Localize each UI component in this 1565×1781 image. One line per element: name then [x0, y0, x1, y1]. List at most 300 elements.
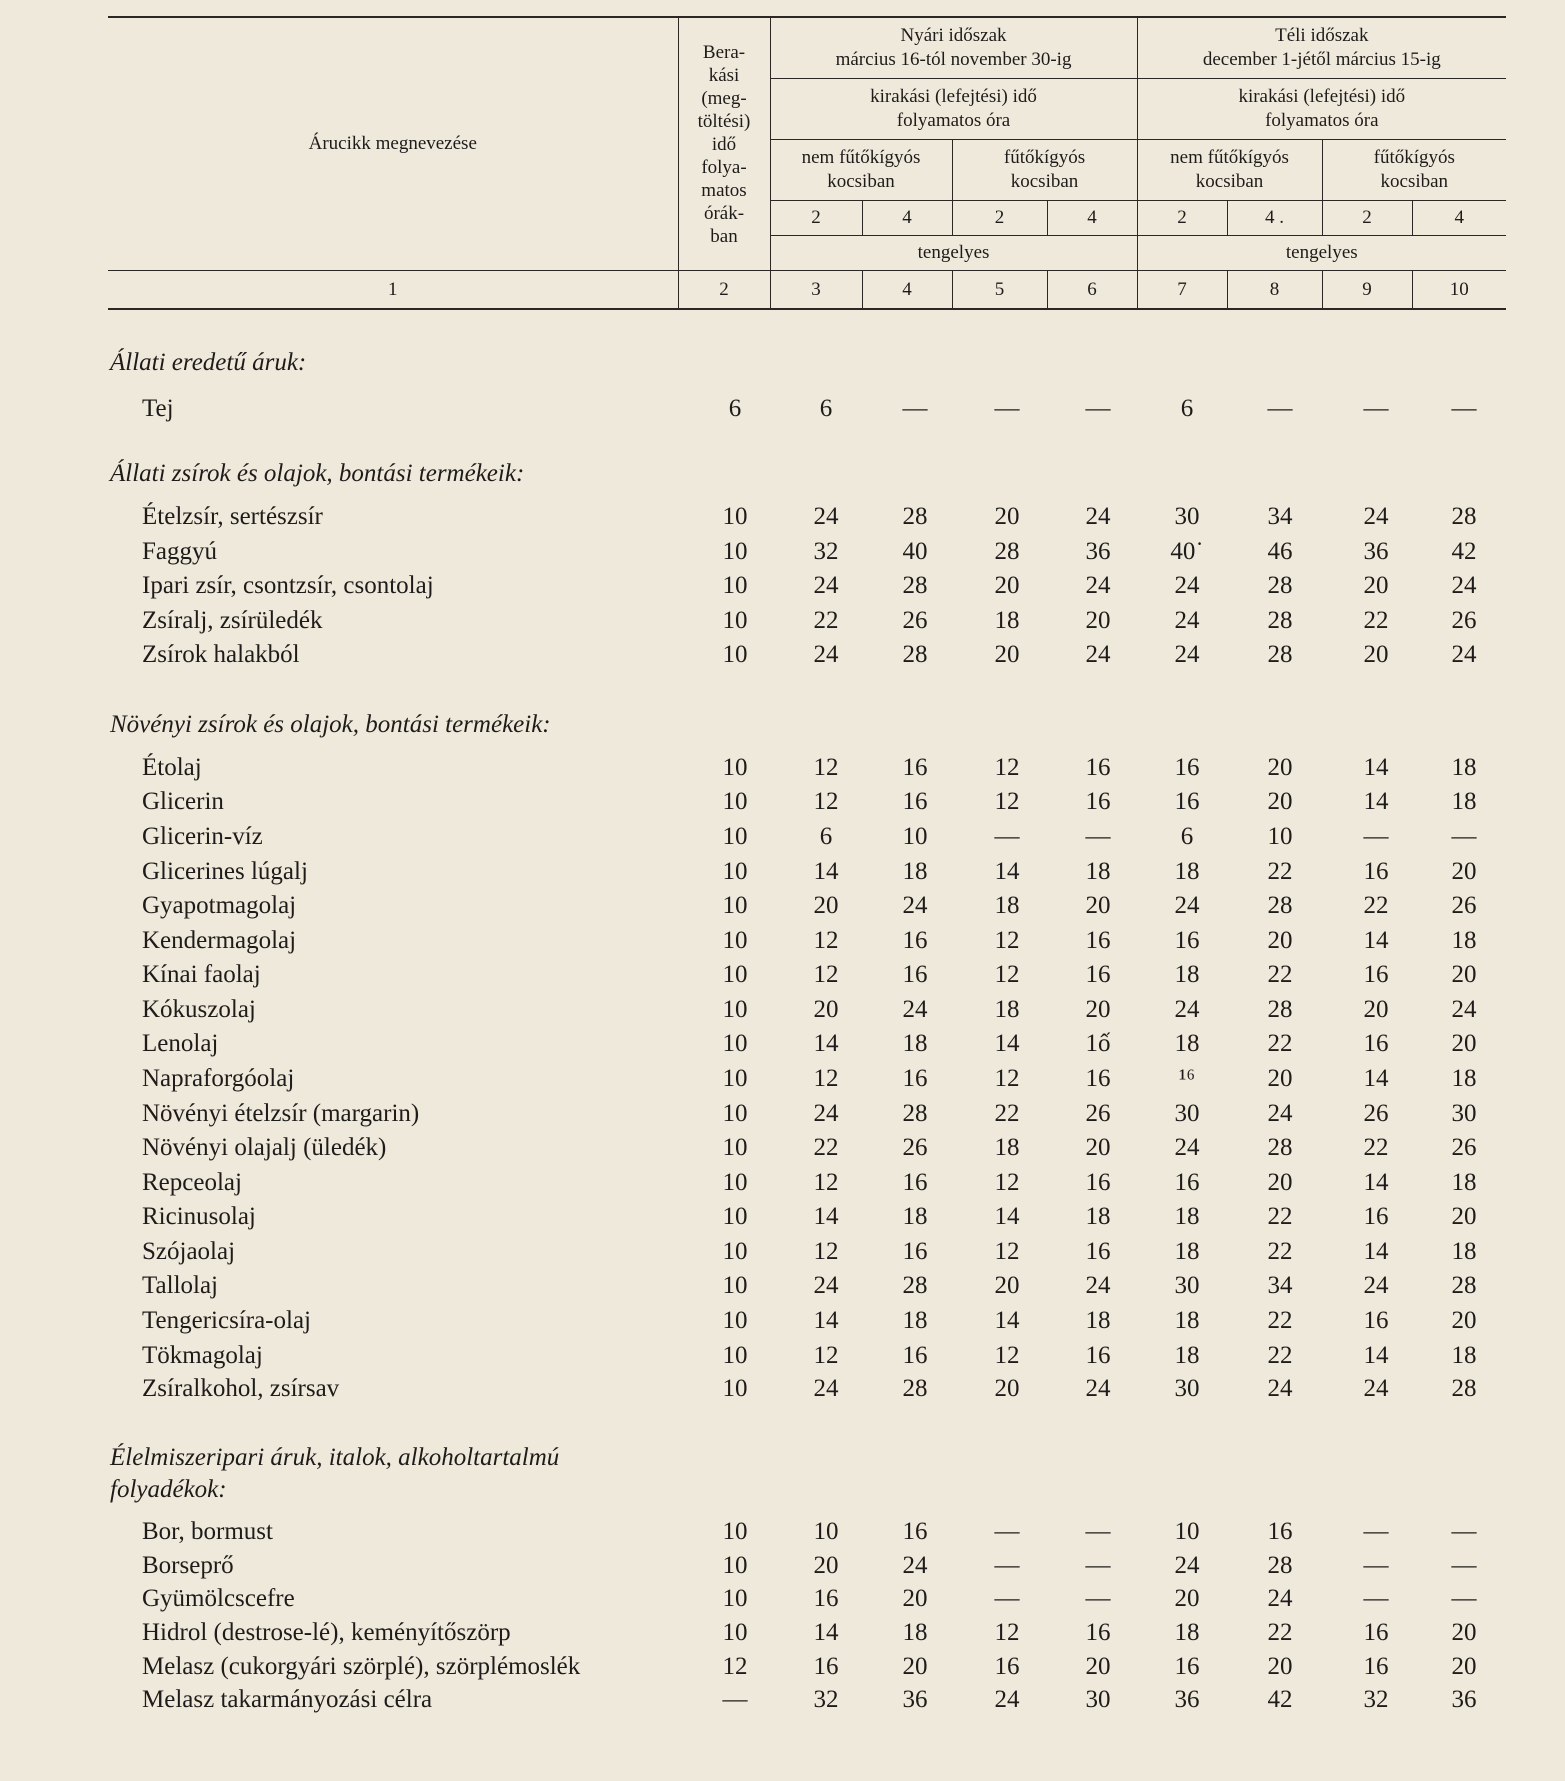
cell-value: 14	[1363, 1342, 1389, 1369]
cell-value: 16	[902, 1342, 928, 1369]
cell-value: 14	[813, 1619, 839, 1646]
cell-value: —	[1451, 1585, 1477, 1612]
table-row	[0, 993, 1565, 1027]
cell-value: 24	[813, 1100, 839, 1127]
cell-value: 26	[1451, 607, 1477, 634]
cell-value: 10	[722, 1238, 748, 1265]
cell-value: 12	[813, 1238, 839, 1265]
item-name: Szójaolaj	[142, 1238, 236, 1265]
cell-value: 6	[1180, 823, 1194, 850]
cell-value: 20	[994, 1272, 1020, 1299]
cell-value: 16	[1085, 1619, 1111, 1646]
cell-value: 20	[1267, 754, 1293, 781]
cell-value: 18	[1174, 1619, 1200, 1646]
table-row	[0, 1131, 1565, 1165]
header-axle-count: 4	[1412, 201, 1506, 236]
cell-value: 10	[722, 892, 748, 919]
header-axle-count: 4	[1047, 201, 1137, 236]
header-axle-count: 2	[1322, 201, 1412, 236]
cell-value: 1ố	[1085, 1030, 1111, 1057]
item-name: Gyapotmagolaj	[142, 892, 297, 919]
cell-value: 28	[902, 1100, 928, 1127]
cell-value: 24	[1085, 1375, 1111, 1402]
cell-value: 10	[722, 1518, 748, 1545]
cell-value: 10	[722, 1169, 748, 1196]
cell-value: 22	[1267, 1030, 1293, 1057]
cell-value: 26	[1451, 1134, 1477, 1161]
cell-value: 20	[1085, 892, 1111, 919]
cell-value: 18	[1451, 927, 1477, 954]
cell-value: 16	[902, 1065, 928, 1092]
item-name: Gyümölcscefre	[142, 1585, 295, 1612]
cell-value: 10	[722, 858, 748, 885]
cell-value: 22	[1363, 892, 1389, 919]
section-title: Élelmiszeripari áruk, italok, alkoholtartalmú folyadékok:	[110, 1444, 560, 1503]
cell-value: 18	[902, 1619, 928, 1646]
cell-value: 16	[1085, 1342, 1111, 1369]
cell-value: 22	[1267, 961, 1293, 988]
cell-value: 10	[722, 961, 748, 988]
table-row	[0, 1515, 1565, 1549]
cell-value: 42	[1267, 1686, 1293, 1713]
cell-value: 14	[994, 1307, 1020, 1334]
item-name: Tengericsíra-olaj	[142, 1307, 311, 1334]
item-name: Tej	[142, 395, 174, 422]
cell-value: 12	[813, 788, 839, 815]
cell-value: 14	[813, 1203, 839, 1230]
cell-value: 28	[994, 538, 1020, 565]
cell-value: 12	[994, 1238, 1020, 1265]
cell-value: 42	[1451, 538, 1477, 565]
header-winter-heating: fűtőkígyós kocsiban	[1322, 140, 1506, 201]
cell-value: 12	[813, 961, 839, 988]
cell-value: 24	[1451, 572, 1477, 599]
cell-value: 28	[1267, 641, 1293, 668]
cell-value: 10	[722, 503, 748, 530]
item-name: Napraforgóolaj	[142, 1065, 295, 1092]
cell-value: —	[994, 1518, 1020, 1545]
cell-value: 10	[722, 1342, 748, 1369]
cell-value: 16	[994, 1653, 1020, 1680]
cell-value: 20	[813, 1552, 839, 1579]
cell-value: 20	[1451, 1619, 1477, 1646]
cell-value: 18	[994, 1134, 1020, 1161]
cell-value: —	[1451, 823, 1477, 850]
cell-value: 24	[1085, 503, 1111, 530]
cell-value: 20	[1451, 1307, 1477, 1334]
cell-value: 18	[902, 858, 928, 885]
cell-value: 24	[994, 1686, 1020, 1713]
cell-value: 18	[1085, 1307, 1111, 1334]
cell-value: 30	[1085, 1686, 1111, 1713]
header-axle-label-winter: tengelyes	[1137, 236, 1506, 271]
cell-value: 30	[1174, 1375, 1200, 1402]
cell-value: 10	[722, 927, 748, 954]
cell-value: 18	[902, 1307, 928, 1334]
table-row	[0, 889, 1565, 923]
header-item-name: Árucikk megnevezése	[108, 17, 678, 271]
cell-value: 20	[1085, 1134, 1111, 1161]
cell-value: 6	[1180, 395, 1194, 422]
cell-value: 16	[902, 927, 928, 954]
cell-value: 24	[902, 996, 928, 1023]
cell-value: 18	[1451, 788, 1477, 815]
item-name: Glicerin-víz	[142, 823, 263, 850]
cell-value: 22	[1267, 1238, 1293, 1265]
item-name: Étolaj	[142, 754, 202, 781]
item-name: Ricinusolaj	[142, 1203, 256, 1230]
cell-value: 24	[1451, 996, 1477, 1023]
header-axle-label-summer: tengelyes	[770, 236, 1137, 271]
table-row	[0, 500, 1565, 534]
cell-value: 24	[1174, 572, 1200, 599]
cell-value: 20	[1451, 1203, 1477, 1230]
cell-value: 24	[902, 1552, 928, 1579]
cell-value: 24	[1363, 1272, 1389, 1299]
cell-value: —	[1267, 395, 1293, 422]
cell-value: 24	[1174, 892, 1200, 919]
cell-value: 10	[722, 996, 748, 1023]
cell-value: —	[1085, 1552, 1111, 1579]
cell-value: 18	[1174, 858, 1200, 885]
cell-value: 10	[722, 572, 748, 599]
table-row	[0, 1304, 1565, 1338]
cell-value: 16	[1363, 1203, 1389, 1230]
cell-value: 10	[722, 1307, 748, 1334]
cell-value: 10	[722, 1585, 748, 1612]
cell-value: 36	[1363, 538, 1389, 565]
cell-value: 16	[1174, 1653, 1200, 1680]
cell-value: 36	[1085, 538, 1111, 565]
cell-value: 14	[813, 1307, 839, 1334]
cell-value: 18	[1174, 1203, 1200, 1230]
cell-value: 16	[1085, 961, 1111, 988]
cell-value: 16	[902, 961, 928, 988]
cell-value: 18	[1451, 1238, 1477, 1265]
cell-value: 22	[1363, 607, 1389, 634]
cell-value: 24	[1085, 641, 1111, 668]
cell-value: 14	[1363, 927, 1389, 954]
cell-value: 20	[1085, 607, 1111, 634]
cell-value: 34	[1267, 1272, 1293, 1299]
cell-value: 16	[1363, 1030, 1389, 1057]
cell-value: 10	[722, 1203, 748, 1230]
cell-value: 10	[722, 1375, 748, 1402]
cell-value: 30	[1174, 1100, 1200, 1127]
cell-value: 20	[813, 892, 839, 919]
cell-value: 36	[1451, 1686, 1477, 1713]
cell-value: 16	[902, 1169, 928, 1196]
cell-value: —	[994, 823, 1020, 850]
table-row	[0, 1582, 1565, 1616]
table-row	[0, 1200, 1565, 1234]
item-name: Lenolaj	[142, 1030, 219, 1057]
cell-value: 24	[813, 641, 839, 668]
cell-value: 10	[722, 1272, 748, 1299]
cell-value: —	[1451, 1552, 1477, 1579]
cell-value: 24	[1085, 1272, 1111, 1299]
cell-value: 20	[1085, 1653, 1111, 1680]
cell-value: 10	[1267, 823, 1293, 850]
cell-value: 6	[728, 395, 742, 422]
table-row	[0, 1097, 1565, 1131]
cell-value: 16	[1085, 754, 1111, 781]
cell-value: 12	[722, 1653, 748, 1680]
cell-value: 40˙	[1170, 538, 1204, 565]
cell-value: 12	[813, 1169, 839, 1196]
cell-value: 30	[1174, 1272, 1200, 1299]
cell-value: 14	[994, 858, 1020, 885]
cell-value: 24	[1267, 1375, 1293, 1402]
cell-value: 18	[994, 892, 1020, 919]
item-name: Kendermagolaj	[142, 927, 297, 954]
cell-value: 24	[1267, 1100, 1293, 1127]
header-column-number: 1	[108, 271, 678, 310]
cell-value: 6	[819, 823, 833, 850]
table-row	[0, 638, 1565, 672]
cell-value: 16	[1363, 1307, 1389, 1334]
cell-value: 20	[902, 1653, 928, 1680]
cell-value: 28	[1267, 996, 1293, 1023]
cell-value: 22	[1267, 1203, 1293, 1230]
table-row	[0, 1339, 1565, 1373]
cell-value: 28	[902, 1272, 928, 1299]
cell-value: 12	[994, 1342, 1020, 1369]
cell-value: 14	[813, 1030, 839, 1057]
cell-value: 16	[1363, 858, 1389, 885]
cell-value: 18	[994, 996, 1020, 1023]
cell-value: 22	[1267, 1307, 1293, 1334]
item-name: Kókuszolaj	[142, 996, 256, 1023]
header-column-number: 6	[1047, 271, 1137, 310]
cell-value: 12	[994, 1169, 1020, 1196]
cell-value: 32	[813, 1686, 839, 1713]
cell-value: 16	[902, 1518, 928, 1545]
cell-value: 28	[1451, 1272, 1477, 1299]
section-title: Növényi zsírok és olajok, bontási termékeik:	[110, 711, 551, 738]
cell-value: 14	[1363, 754, 1389, 781]
cell-value: 28	[1267, 1134, 1293, 1161]
cell-value: 22	[994, 1100, 1020, 1127]
header-column-number: 4	[862, 271, 952, 310]
cell-value: 18	[1085, 1203, 1111, 1230]
cell-value: 20	[1451, 1653, 1477, 1680]
cell-value: 20	[1267, 788, 1293, 815]
cell-value: 28	[902, 572, 928, 599]
table-row	[0, 569, 1565, 603]
item-name: Zsíralkohol, zsírsav	[142, 1375, 340, 1402]
cell-value: 18	[902, 1030, 928, 1057]
cell-value: 12	[994, 788, 1020, 815]
cell-value: 12	[813, 1342, 839, 1369]
cell-value: 12	[813, 1065, 839, 1092]
cell-value: 16	[1085, 1169, 1111, 1196]
header-winter-period: Téli időszak december 1-jétől március 15-ig	[1137, 17, 1506, 79]
cell-value: 30	[1174, 503, 1200, 530]
cell-value: —	[902, 395, 928, 422]
header-column-number: 8	[1227, 271, 1322, 310]
header-column-number: 10	[1412, 271, 1506, 310]
cell-value: —	[994, 1552, 1020, 1579]
cell-value: 24	[1174, 1552, 1200, 1579]
table-row	[0, 785, 1565, 819]
cell-value: 22	[1267, 1342, 1293, 1369]
cell-value: —	[1363, 395, 1389, 422]
cell-value: 18	[1451, 1342, 1477, 1369]
cell-value: 14	[1363, 1169, 1389, 1196]
cell-value: 26	[902, 607, 928, 634]
cell-value: 10	[902, 823, 928, 850]
cell-value: 10	[722, 1030, 748, 1057]
cell-value: 16	[1174, 754, 1200, 781]
cell-value: 28	[1267, 572, 1293, 599]
cell-value: 10	[813, 1518, 839, 1545]
table-row	[0, 820, 1565, 854]
cell-value: 18	[1451, 1169, 1477, 1196]
item-name: Bor, bormust	[142, 1518, 273, 1545]
cell-value: 22	[1363, 1134, 1389, 1161]
cell-value: 26	[1451, 892, 1477, 919]
item-name: Kínai faolaj	[142, 961, 261, 988]
table-row	[0, 1062, 1565, 1096]
cell-value: 18	[1174, 961, 1200, 988]
cell-value: 46	[1267, 538, 1293, 565]
cell-value: 20	[1267, 1065, 1293, 1092]
table-row	[0, 535, 1565, 569]
header-summer-heating: fűtőkígyós kocsiban	[952, 140, 1137, 201]
cell-value: 24	[1363, 503, 1389, 530]
table-row	[0, 1269, 1565, 1303]
cell-value: —	[1085, 823, 1111, 850]
item-name: Repceolaj	[142, 1169, 242, 1196]
cell-value: 24	[813, 503, 839, 530]
cell-value: 16	[902, 788, 928, 815]
cell-value: 28	[1451, 503, 1477, 530]
item-name: Glicerin	[142, 788, 224, 815]
cell-value: —	[1085, 1518, 1111, 1545]
cell-value: 16	[902, 754, 928, 781]
table-row	[0, 958, 1565, 992]
cell-value: 20	[1451, 1030, 1477, 1057]
cell-value: 16	[813, 1653, 839, 1680]
cell-value: 36	[902, 1686, 928, 1713]
header-column-number: 3	[770, 271, 862, 310]
cell-value: 26	[902, 1134, 928, 1161]
table-row	[0, 924, 1565, 958]
cell-value: 10	[722, 788, 748, 815]
cell-value: 10	[722, 1100, 748, 1127]
cell-value: 20	[813, 996, 839, 1023]
header-column-number: 7	[1137, 271, 1227, 310]
table-row	[0, 1027, 1565, 1061]
item-name: Borseprő	[142, 1552, 234, 1579]
table-row	[0, 1683, 1565, 1717]
cell-value: 18	[1174, 1342, 1200, 1369]
cell-value: —	[1085, 1585, 1111, 1612]
cell-value: 40	[902, 538, 928, 565]
cell-value: 24	[1174, 996, 1200, 1023]
cell-value: 28	[902, 503, 928, 530]
cell-value: —	[994, 395, 1020, 422]
cell-value: 12	[994, 754, 1020, 781]
cell-value: 22	[1267, 1619, 1293, 1646]
cell-value: 24	[1085, 572, 1111, 599]
cell-value: 16	[1174, 788, 1200, 815]
cell-value: 20	[994, 641, 1020, 668]
cell-value: 16	[1085, 788, 1111, 815]
cell-value: 24	[902, 892, 928, 919]
cell-value: 18	[1451, 754, 1477, 781]
cell-value: 32	[1363, 1686, 1389, 1713]
cell-value: 24	[1174, 641, 1200, 668]
header-axle-count: 2	[1137, 201, 1227, 236]
cell-value: —	[1451, 1518, 1477, 1545]
cell-value: 28	[1267, 892, 1293, 919]
cell-value: 20	[1267, 927, 1293, 954]
cell-value: —	[1363, 1585, 1389, 1612]
cell-value: 22	[1267, 858, 1293, 885]
table-row	[0, 751, 1565, 785]
item-name: Zsírok halakból	[142, 641, 300, 668]
cell-value: 24	[1267, 1585, 1293, 1612]
cell-value: —	[1451, 395, 1477, 422]
table-row	[0, 392, 1565, 426]
cell-value: 26	[1363, 1100, 1389, 1127]
cell-value: 20	[1363, 996, 1389, 1023]
cell-value: 12	[994, 961, 1020, 988]
item-name: Tökmagolaj	[142, 1342, 263, 1369]
cell-value: 12	[994, 1065, 1020, 1092]
item-name: Ételzsír, sertészsír	[142, 503, 323, 530]
header-summer-unload-time: kirakási (lefejtési) idő folyamatos óra	[770, 79, 1137, 140]
header-axle-count: 4 .	[1227, 201, 1322, 236]
cell-value: 20	[1363, 641, 1389, 668]
cell-value: 12	[813, 754, 839, 781]
item-name: Tallolaj	[142, 1272, 219, 1299]
cell-value: —	[1363, 1552, 1389, 1579]
cell-value: 16	[813, 1585, 839, 1612]
table-row	[0, 1650, 1565, 1684]
cell-value: 24	[813, 1375, 839, 1402]
item-name: Melasz (cukorgyári szörplé), szörplémoslék	[142, 1653, 581, 1680]
cell-value: —	[722, 1686, 748, 1713]
cell-value: 18	[1085, 858, 1111, 885]
cell-value: 16	[1085, 1065, 1111, 1092]
header-summer-period: Nyári időszak március 16-tól november 30-ig	[770, 17, 1137, 79]
table-row	[0, 1166, 1565, 1200]
cell-value: 20	[1451, 961, 1477, 988]
table-row	[0, 1235, 1565, 1269]
cell-value: 24	[813, 1272, 839, 1299]
header-winter-unload-time: kirakási (lefejtési) idő folyamatos óra	[1137, 79, 1506, 140]
header-axle-count: 2	[770, 201, 862, 236]
cell-value: 20	[902, 1585, 928, 1612]
cell-value: 20	[1267, 1653, 1293, 1680]
item-name: Ipari zsír, csontzsír, csontolaj	[142, 572, 434, 599]
item-name: Glicerines lúgalj	[142, 858, 308, 885]
cell-value: —	[994, 1585, 1020, 1612]
cell-value: 14	[1363, 1065, 1389, 1092]
cell-value: 16	[1363, 961, 1389, 988]
table-row	[0, 855, 1565, 889]
cell-value: 32	[813, 538, 839, 565]
cell-value: 10	[722, 538, 748, 565]
cell-value: 10	[1174, 1518, 1200, 1545]
cell-value: 20	[994, 1375, 1020, 1402]
cell-value: 22	[813, 607, 839, 634]
cell-value: 6	[819, 395, 833, 422]
table-row	[0, 1549, 1565, 1583]
